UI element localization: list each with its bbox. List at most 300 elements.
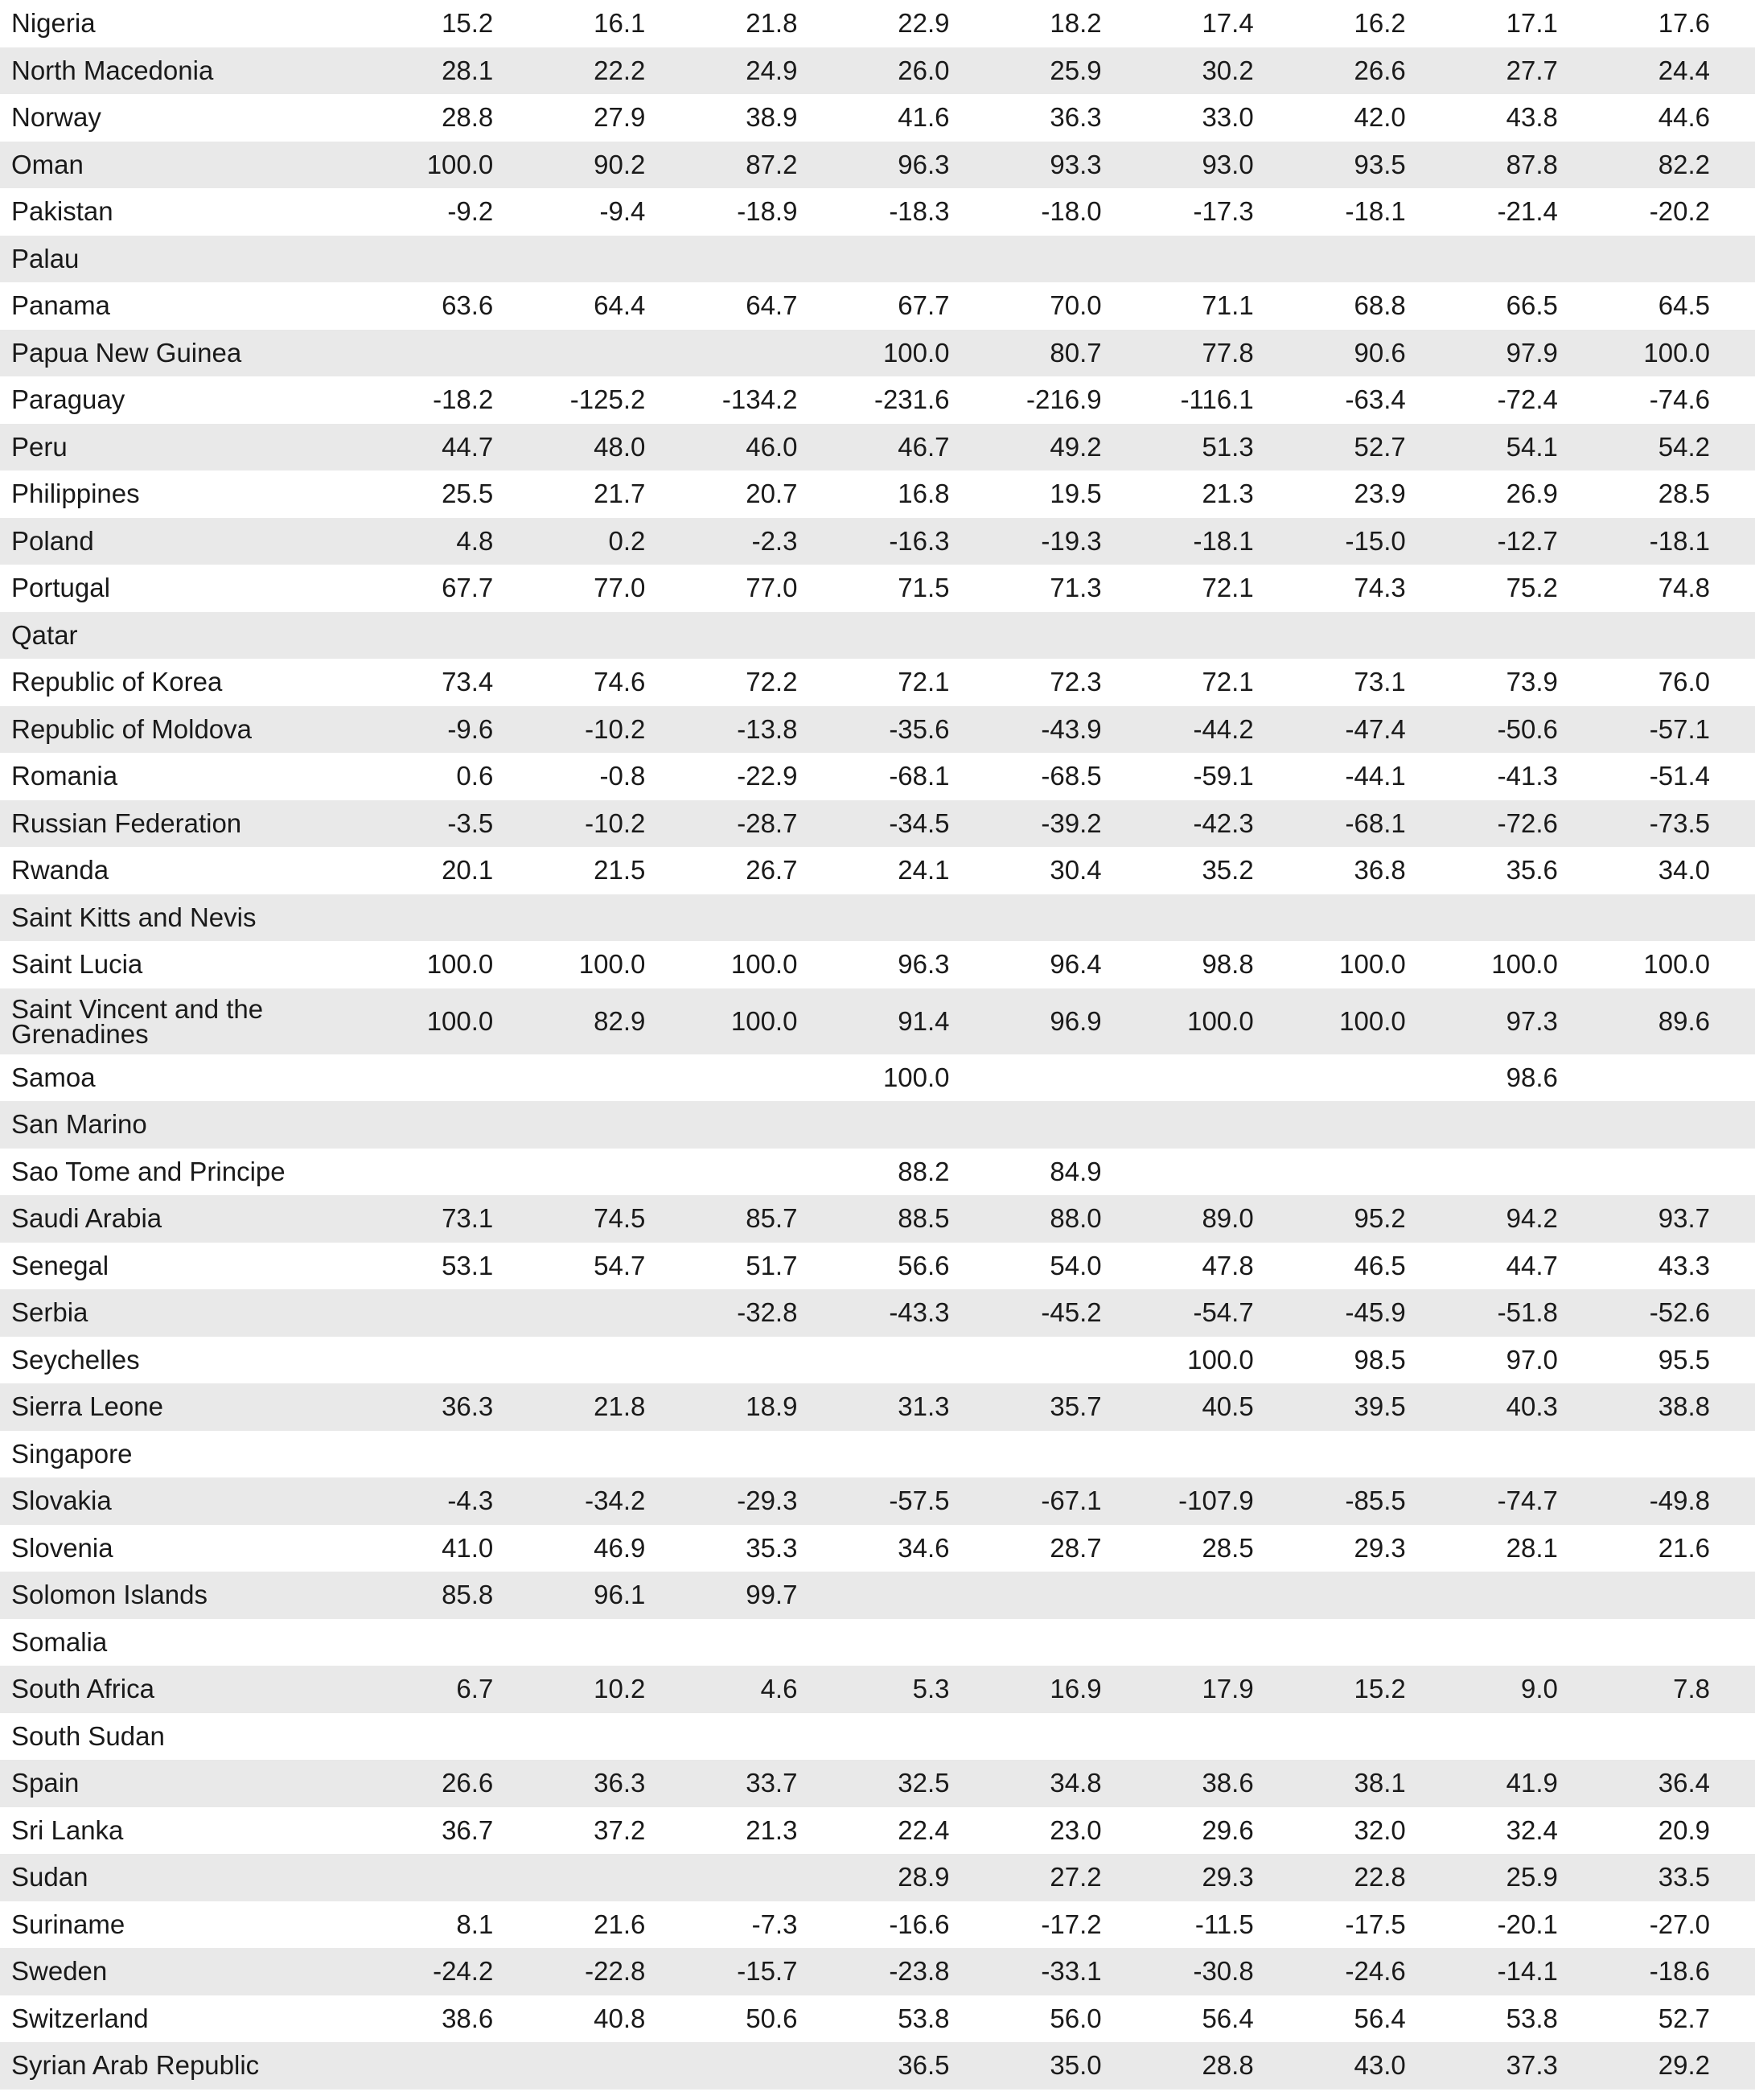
value-cell: -18.1 <box>1603 518 1755 565</box>
value-cell <box>538 1101 690 1149</box>
table-row <box>0 1383 1755 1431</box>
value-cell: 9.0 <box>1451 1666 1603 1713</box>
value-cell: 40.3 <box>1451 1383 1603 1431</box>
country-name: Somalia <box>0 1619 386 1666</box>
value-cell <box>1147 1713 1299 1761</box>
country-name: Saint Lucia <box>0 941 386 988</box>
country-name: Saint Kitts and Nevis <box>0 894 386 942</box>
value-cell: -59.1 <box>1147 753 1299 800</box>
country-name: Suriname <box>0 1901 386 1949</box>
value-cell: 54.7 <box>538 1243 690 1290</box>
value-cell: 56.6 <box>842 1243 994 1290</box>
country-name: Palau <box>0 236 386 283</box>
value-cell: 63.6 <box>386 282 538 330</box>
country-name: South Africa <box>0 1666 386 1713</box>
value-cell: 28.8 <box>1147 2042 1299 2090</box>
value-cell: 100.0 <box>1603 330 1755 377</box>
value-cell: 36.5 <box>842 2042 994 2090</box>
value-cell: -116.1 <box>1147 376 1299 424</box>
value-cell <box>842 612 994 660</box>
table-row <box>0 330 1755 377</box>
value-cell: -17.3 <box>1147 188 1299 236</box>
country-name: Syrian Arab Republic <box>0 2042 386 2090</box>
value-cell: -18.0 <box>995 188 1147 236</box>
value-cell: 51.3 <box>1147 424 1299 471</box>
value-cell: 96.9 <box>995 988 1147 1054</box>
value-cell: 88.2 <box>842 1149 994 1196</box>
value-cell: -39.2 <box>995 800 1147 848</box>
value-cell: 72.3 <box>995 659 1147 706</box>
value-cell: 46.0 <box>690 424 842 471</box>
value-cell: 46.5 <box>1299 1243 1451 1290</box>
value-cell: 0.2 <box>538 518 690 565</box>
country-name: Nigeria <box>0 0 386 47</box>
value-cell <box>1603 1054 1755 1102</box>
value-cell: 82.2 <box>1603 142 1755 189</box>
value-cell: -57.1 <box>1603 706 1755 754</box>
table-row <box>0 1666 1755 1713</box>
country-name: Norway <box>0 94 386 142</box>
value-cell: -15.0 <box>1299 518 1451 565</box>
value-cell: 96.1 <box>538 1572 690 1619</box>
value-cell: 16.8 <box>842 471 994 518</box>
value-cell: 100.0 <box>1147 1337 1299 1384</box>
value-cell <box>690 1337 842 1384</box>
country-name: Panama <box>0 282 386 330</box>
table-row <box>0 1054 1755 1102</box>
value-cell <box>690 2042 842 2090</box>
value-cell: 73.1 <box>1299 659 1451 706</box>
value-cell: -12.7 <box>1451 518 1603 565</box>
value-cell: 16.2 <box>1299 0 1451 47</box>
table-row <box>0 1713 1755 1761</box>
country-name: Saint Vincent and the Grenadines <box>0 988 386 1054</box>
value-cell: -18.1 <box>1147 518 1299 565</box>
table-row <box>0 706 1755 754</box>
value-cell: 33.7 <box>690 1760 842 1807</box>
value-cell: -28.7 <box>690 800 842 848</box>
value-cell: 67.7 <box>842 282 994 330</box>
country-name: Sao Tome and Principe <box>0 1149 386 1196</box>
table-row <box>0 847 1755 894</box>
value-cell: 74.5 <box>538 1195 690 1243</box>
value-cell: -20.2 <box>1603 188 1755 236</box>
value-cell: 76.0 <box>1603 659 1755 706</box>
value-cell <box>690 1854 842 1901</box>
value-cell: 16.1 <box>538 0 690 47</box>
value-cell: 35.2 <box>1147 847 1299 894</box>
value-cell: 53.1 <box>386 1243 538 1290</box>
value-cell <box>1451 1572 1603 1619</box>
country-name: Pakistan <box>0 188 386 236</box>
table-row <box>0 1477 1755 1525</box>
table-row <box>0 1195 1755 1243</box>
value-cell: 100.0 <box>1603 941 1755 988</box>
value-cell: 21.6 <box>538 1901 690 1949</box>
value-cell: 21.8 <box>690 0 842 47</box>
value-cell <box>690 330 842 377</box>
value-cell: 36.3 <box>995 94 1147 142</box>
value-cell <box>1147 236 1299 283</box>
value-cell <box>538 236 690 283</box>
value-cell: -27.0 <box>1603 1901 1755 1949</box>
value-cell: 85.8 <box>386 1572 538 1619</box>
value-cell: 54.0 <box>995 1243 1147 1290</box>
value-cell: 25.9 <box>995 47 1147 95</box>
table-row <box>0 1760 1755 1807</box>
value-cell: 71.5 <box>842 565 994 612</box>
value-cell: 68.8 <box>1299 282 1451 330</box>
value-cell: 84.9 <box>995 1149 1147 1196</box>
value-cell: 21.3 <box>690 1807 842 1855</box>
value-cell: 27.2 <box>995 1854 1147 1901</box>
value-cell: 41.0 <box>386 1525 538 1572</box>
value-cell <box>386 1289 538 1337</box>
value-cell <box>1299 236 1451 283</box>
value-cell: -33.1 <box>995 1948 1147 1995</box>
value-cell: 100.0 <box>842 1054 994 1102</box>
value-cell: -24.6 <box>1299 1948 1451 1995</box>
country-name: Saudi Arabia <box>0 1195 386 1243</box>
value-cell: 37.3 <box>1451 2042 1603 2090</box>
value-cell: 100.0 <box>386 941 538 988</box>
value-cell: 21.5 <box>538 847 690 894</box>
country-name: South Sudan <box>0 1713 386 1761</box>
value-cell: 7.8 <box>1603 1666 1755 1713</box>
country-name: Seychelles <box>0 1337 386 1384</box>
value-cell: -32.8 <box>690 1289 842 1337</box>
country-name: Switzerland <box>0 1995 386 2043</box>
value-cell <box>1603 1431 1755 1478</box>
value-cell: -30.8 <box>1147 1948 1299 1995</box>
value-cell <box>1603 1713 1755 1761</box>
value-cell: 38.6 <box>1147 1760 1299 1807</box>
table-row <box>0 612 1755 660</box>
value-cell: 10.2 <box>538 1666 690 1713</box>
value-cell: -17.5 <box>1299 1901 1451 1949</box>
value-cell: 38.6 <box>386 1995 538 2043</box>
value-cell: 98.8 <box>1147 941 1299 988</box>
value-cell: -216.9 <box>995 376 1147 424</box>
value-cell <box>386 1337 538 1384</box>
value-cell: -57.5 <box>842 1477 994 1525</box>
value-cell: 24.1 <box>842 847 994 894</box>
value-cell <box>842 1572 994 1619</box>
value-cell <box>995 1619 1147 1666</box>
value-cell <box>538 2042 690 2090</box>
value-cell <box>1147 612 1299 660</box>
value-cell: 33.5 <box>1603 1854 1755 1901</box>
table-row <box>0 518 1755 565</box>
value-cell: -9.6 <box>386 706 538 754</box>
value-cell: -107.9 <box>1147 1477 1299 1525</box>
value-cell <box>1299 1431 1451 1478</box>
value-cell: 90.6 <box>1299 330 1451 377</box>
value-cell: -9.2 <box>386 188 538 236</box>
table-row <box>0 282 1755 330</box>
value-cell: 24.9 <box>690 47 842 95</box>
value-cell: 97.0 <box>1451 1337 1603 1384</box>
value-cell: 35.3 <box>690 1525 842 1572</box>
value-cell: 22.9 <box>842 0 994 47</box>
value-cell: 98.5 <box>1299 1337 1451 1384</box>
value-cell <box>538 1431 690 1478</box>
value-cell: -11.5 <box>1147 1901 1299 1949</box>
country-name: Serbia <box>0 1289 386 1337</box>
value-cell: 89.6 <box>1603 988 1755 1054</box>
value-cell: 74.3 <box>1299 565 1451 612</box>
value-cell <box>690 1054 842 1102</box>
value-cell: 100.0 <box>386 988 538 1054</box>
value-cell: -44.1 <box>1299 753 1451 800</box>
value-cell <box>995 612 1147 660</box>
table-row <box>0 1431 1755 1478</box>
value-cell <box>1603 236 1755 283</box>
value-cell <box>1451 1149 1603 1196</box>
value-cell: 94.2 <box>1451 1195 1603 1243</box>
value-cell: 35.0 <box>995 2042 1147 2090</box>
value-cell: -15.7 <box>690 1948 842 1995</box>
value-cell: 36.7 <box>386 1807 538 1855</box>
value-cell: 80.7 <box>995 330 1147 377</box>
value-cell: -125.2 <box>538 376 690 424</box>
value-cell: 46.9 <box>538 1525 690 1572</box>
value-cell: 100.0 <box>1147 988 1299 1054</box>
value-cell: 93.0 <box>1147 142 1299 189</box>
value-cell <box>1299 894 1451 942</box>
value-cell <box>1147 1054 1299 1102</box>
value-cell: 28.7 <box>995 1525 1147 1572</box>
value-cell: 20.9 <box>1603 1807 1755 1855</box>
value-cell: 52.7 <box>1299 424 1451 471</box>
value-cell: -42.3 <box>1147 800 1299 848</box>
value-cell: 50.6 <box>690 1995 842 2043</box>
table-row <box>0 941 1755 988</box>
value-cell <box>1451 1101 1603 1149</box>
value-cell: -50.6 <box>1451 706 1603 754</box>
value-cell: 82.9 <box>538 988 690 1054</box>
value-cell: 27.7 <box>1451 47 1603 95</box>
value-cell: -18.9 <box>690 188 842 236</box>
value-cell: 36.8 <box>1299 847 1451 894</box>
value-cell: 29.6 <box>1147 1807 1299 1855</box>
country-name: Papua New Guinea <box>0 330 386 377</box>
value-cell: -49.8 <box>1603 1477 1755 1525</box>
value-cell: 93.3 <box>995 142 1147 189</box>
value-cell <box>386 236 538 283</box>
value-cell: 49.2 <box>995 424 1147 471</box>
value-cell <box>386 1149 538 1196</box>
value-cell <box>690 612 842 660</box>
value-cell: 87.2 <box>690 142 842 189</box>
value-cell: 22.8 <box>1299 1854 1451 1901</box>
value-cell: -54.7 <box>1147 1289 1299 1337</box>
value-cell: -134.2 <box>690 376 842 424</box>
value-cell <box>842 1713 994 1761</box>
value-cell <box>1451 1431 1603 1478</box>
value-cell: 4.6 <box>690 1666 842 1713</box>
value-cell: 66.5 <box>1451 282 1603 330</box>
table-row <box>0 1572 1755 1619</box>
value-cell: 100.0 <box>1299 988 1451 1054</box>
value-cell: 28.1 <box>386 47 538 95</box>
value-cell: 74.8 <box>1603 565 1755 612</box>
value-cell <box>386 330 538 377</box>
value-cell <box>386 2042 538 2090</box>
value-cell: 64.7 <box>690 282 842 330</box>
value-cell: -16.3 <box>842 518 994 565</box>
value-cell: -22.9 <box>690 753 842 800</box>
value-cell: 26.0 <box>842 47 994 95</box>
value-cell <box>1603 1619 1755 1666</box>
value-cell <box>1299 1619 1451 1666</box>
value-cell <box>1147 1572 1299 1619</box>
table-row <box>0 1525 1755 1572</box>
value-cell <box>538 1713 690 1761</box>
value-cell: 20.1 <box>386 847 538 894</box>
value-cell: 56.0 <box>995 1995 1147 2043</box>
value-cell: 29.3 <box>1147 1854 1299 1901</box>
value-cell <box>690 1101 842 1149</box>
value-cell: 29.3 <box>1299 1525 1451 1572</box>
value-cell: -16.6 <box>842 1901 994 1949</box>
table-row <box>0 800 1755 848</box>
country-name: Qatar <box>0 612 386 660</box>
value-cell: -52.6 <box>1603 1289 1755 1337</box>
value-cell: -10.2 <box>538 706 690 754</box>
value-cell: -51.4 <box>1603 753 1755 800</box>
value-cell: 47.8 <box>1147 1243 1299 1290</box>
value-cell: 72.2 <box>690 659 842 706</box>
table-row <box>0 47 1755 95</box>
value-cell: -22.8 <box>538 1948 690 1995</box>
value-cell: -19.3 <box>995 518 1147 565</box>
value-cell <box>1147 1619 1299 1666</box>
country-name: North Macedonia <box>0 47 386 95</box>
value-cell: 54.1 <box>1451 424 1603 471</box>
value-cell <box>1299 612 1451 660</box>
value-cell: 25.9 <box>1451 1854 1603 1901</box>
value-cell: -3.5 <box>386 800 538 848</box>
value-cell: 87.8 <box>1451 142 1603 189</box>
table-row <box>0 1901 1755 1949</box>
table-row <box>0 1289 1755 1337</box>
value-cell: 20.7 <box>690 471 842 518</box>
country-name: San Marino <box>0 1101 386 1149</box>
value-cell <box>1147 1149 1299 1196</box>
value-cell: 23.9 <box>1299 471 1451 518</box>
table-row <box>0 1337 1755 1384</box>
value-cell: 35.6 <box>1451 847 1603 894</box>
value-cell <box>1147 1431 1299 1478</box>
value-cell: 26.6 <box>1299 47 1451 95</box>
value-cell: 22.2 <box>538 47 690 95</box>
value-cell <box>995 1572 1147 1619</box>
value-cell: -43.3 <box>842 1289 994 1337</box>
country-name: Spain <box>0 1760 386 1807</box>
value-cell: 28.1 <box>1451 1525 1603 1572</box>
value-cell <box>538 1337 690 1384</box>
value-cell: -29.3 <box>690 1477 842 1525</box>
table-row <box>0 471 1755 518</box>
value-cell: 42.0 <box>1299 94 1451 142</box>
value-cell: 53.8 <box>842 1995 994 2043</box>
value-cell: 21.7 <box>538 471 690 518</box>
value-cell: 32.5 <box>842 1760 994 1807</box>
value-cell <box>1451 612 1603 660</box>
value-cell <box>1451 894 1603 942</box>
country-name: Singapore <box>0 1431 386 1478</box>
value-cell: 77.0 <box>538 565 690 612</box>
value-cell: 98.6 <box>1451 1054 1603 1102</box>
value-cell: 93.5 <box>1299 142 1451 189</box>
value-cell <box>538 1054 690 1102</box>
table-row <box>0 1619 1755 1666</box>
value-cell <box>386 894 538 942</box>
value-cell: 32.0 <box>1299 1807 1451 1855</box>
value-cell <box>842 1101 994 1149</box>
value-cell: -72.4 <box>1451 376 1603 424</box>
value-cell <box>995 236 1147 283</box>
country-name: Romania <box>0 753 386 800</box>
country-name: Oman <box>0 142 386 189</box>
value-cell <box>995 1431 1147 1478</box>
value-cell: 22.4 <box>842 1807 994 1855</box>
country-name: Rwanda <box>0 847 386 894</box>
country-name: Slovenia <box>0 1525 386 1572</box>
value-cell <box>538 330 690 377</box>
value-cell: -34.5 <box>842 800 994 848</box>
value-cell: 75.2 <box>1451 565 1603 612</box>
value-cell <box>1451 1619 1603 1666</box>
value-cell: -72.6 <box>1451 800 1603 848</box>
country-name: Samoa <box>0 1054 386 1102</box>
value-cell: -68.5 <box>995 753 1147 800</box>
value-cell: 35.7 <box>995 1383 1147 1431</box>
value-cell: 97.9 <box>1451 330 1603 377</box>
value-cell: 29.2 <box>1603 2042 1755 2090</box>
value-cell: 41.9 <box>1451 1760 1603 1807</box>
value-cell: 32.4 <box>1451 1807 1603 1855</box>
value-cell: 28.9 <box>842 1854 994 1901</box>
value-cell: 44.7 <box>1451 1243 1603 1290</box>
value-cell: 15.2 <box>1299 1666 1451 1713</box>
value-cell: -67.1 <box>995 1477 1147 1525</box>
value-cell: 17.9 <box>1147 1666 1299 1713</box>
country-name: Paraguay <box>0 376 386 424</box>
value-cell: -4.3 <box>386 1477 538 1525</box>
table-row <box>0 0 1755 47</box>
value-cell <box>1603 612 1755 660</box>
value-cell <box>1299 1149 1451 1196</box>
value-cell: 26.7 <box>690 847 842 894</box>
value-cell: 96.3 <box>842 941 994 988</box>
country-name: Sierra Leone <box>0 1383 386 1431</box>
value-cell: 64.5 <box>1603 282 1755 330</box>
value-cell: -18.6 <box>1603 1948 1755 1995</box>
value-cell: 100.0 <box>690 941 842 988</box>
value-cell: -14.1 <box>1451 1948 1603 1995</box>
value-cell: 99.7 <box>690 1572 842 1619</box>
value-cell <box>1603 1149 1755 1196</box>
value-cell: 100.0 <box>1299 941 1451 988</box>
value-cell: -18.2 <box>386 376 538 424</box>
table-row <box>0 1243 1755 1290</box>
value-cell: 40.5 <box>1147 1383 1299 1431</box>
value-cell: -68.1 <box>842 753 994 800</box>
value-cell <box>995 1713 1147 1761</box>
value-cell: -85.5 <box>1299 1477 1451 1525</box>
